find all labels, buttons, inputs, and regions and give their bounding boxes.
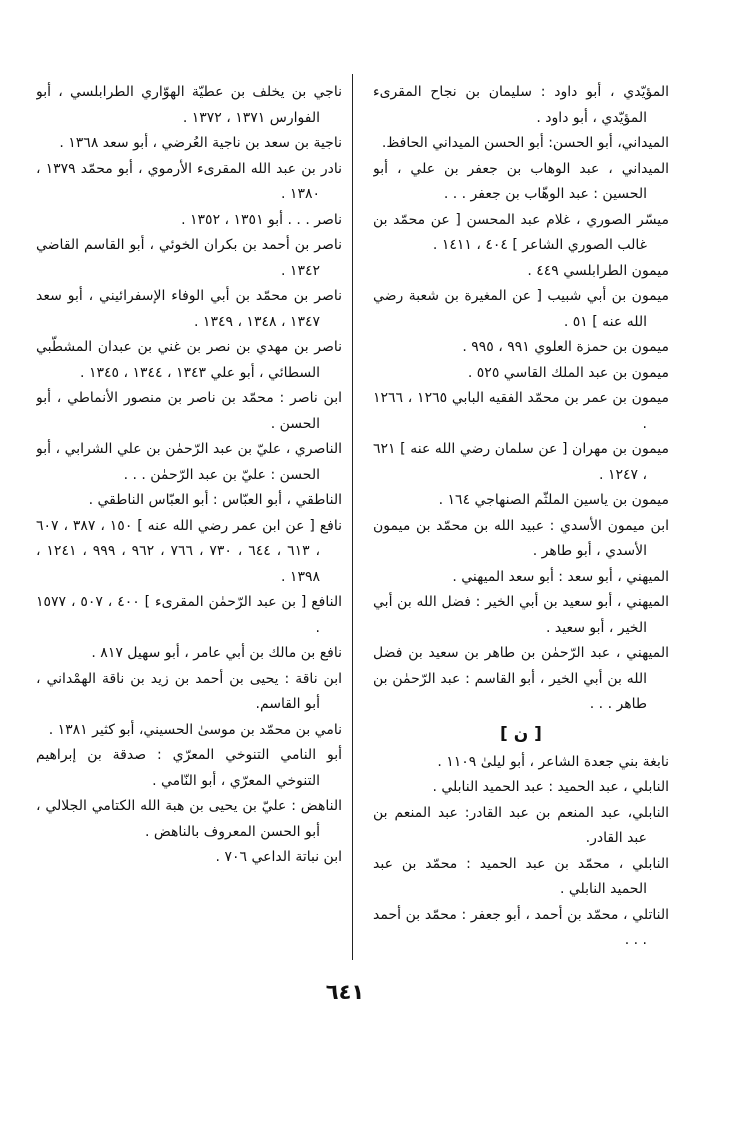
index-entry: ميمون بن ياسين الملثّم الصنهاجي ١٦٤ . [438,492,669,508]
index-entry: النابلي ، عبد الحميد : عبد الحميد النابلي . [432,779,669,795]
index-entry: نافع بن مالك بن أبي عامر ، أبو سهيل ٨١٧ . [91,645,342,661]
index-entry: ميمون بن عبد الملك القاسي ٥٢٥ . [467,364,669,381]
index-entry: ميسّر الصوري ، غلام عبد المحسن [ عن محمّد بن غالب الصوري الشاعر ] ٤٠٤ ، ١٤١١ . [373,211,669,253]
index-entry: ميمون بن حمزة العلوي ٩٩١ ، ٩٩٥ . [462,339,669,355]
index-entry: النابلي، عبد المنعم بن عبد القادر: عبد المنعم بن عبد القادر. [373,804,669,846]
index-entry: نادر بن عبد الله المقرىء الأرموي ، أبو محمّد ١٣٧٩ ، ١٣٨٠ . [36,160,342,202]
index-entry: ناصر بن أحمد بن بكران الخوئي ، أبو القاسم القاضي ١٣٤٢ . [36,237,342,279]
index-entry: أبو النامي التنوخي المعرّي : صدقة بن إبراهيم التنوخي المعرّي ، أبو النّامي . [36,747,342,789]
index-entry: نابغة بني جعدة الشاعر ، أبو ليلىٰ ١١٠٩ . [437,753,669,770]
index-entry: الناطقي ، أبو العبّاس : أبو العبّاس الناطقي . [88,492,342,508]
index-entry: ناصر بن محمّد بن أبي الوفاء الإسفرائيني ، أبو سعد ١٣٤٧ ، ١٣٤٨ ، ١٣٤٩ . [36,288,342,330]
index-entry: ميمون الطرابلسي ٤٤٩ . [527,262,669,279]
index-entry: نامي بن محمّد بن موسىٰ الحسيني، أبو كثير ١٣٨١ . [48,721,342,738]
index-entry: ناصر بن مهدي بن نصر بن غني بن عبدان المشطّبي السطائي ، أبو علي ١٣٤٣ ، ١٣٤٤ ، ١٣٤٥ . [36,339,342,381]
index-entry: المؤيّدي ، أبو داود : سليمان بن نجاح المقرىء المؤيّدي ، أبو داود . [373,84,669,126]
index-entry: الميهني ، أبو سعيد بن أبي الخير : فضل الله بن أبي الخير ، أبو سعيد . [373,594,669,636]
index-entry: ابن نباتة الداعي ٧٠٦ . [215,849,342,865]
index-entry: ناجية بن سعد بن ناجية العُرضي ، أبو سعد ١٣٦٨ . [59,135,342,151]
index-entry: ميمون بن مهران [ عن سلمان رضي الله عنه ] ٦٢١ ، ١٢٤٧ . [373,441,669,483]
index-entry: ناصر . . . أبو ١٣٥١ ، ١٣٥٢ . [181,211,342,228]
index-entry: ابن ناصر : محمّد بن ناصر بن منصور الأنماطي ، أبو الحسن . [36,390,342,432]
index-entry: ناجي بن يخلف بن عطيّة الهوّاري الطرابلسي ، أبو الفوارس ١٣٧١ ، ١٣٧٢ . [36,84,342,126]
index-entry: الميهني ، عبد الرّحمٰن بن طاهر بن سعيد بن فضل الله بن أبي الخير ، أبو القاسم : عبد الرّحمٰن بن طاهر . . . [373,645,669,712]
index-entry: الناتلي ، محمّد بن أحمد ، أبو جعفر : محمّد بن أحمد . . . [373,906,669,948]
index-entry: النابلي ، محمّد بن عبد الحميد : محمّد بن عبد الحميد النابلي . [373,855,669,897]
index-entry: ميمون بن عمر بن محمّد الفقيه البابي ١٢٦٥ ، ١٢٦٦ . [373,390,669,432]
index-entry: الميداني ، عبد الوهاب بن جعفر بن علي ، أبو الحسين : عبد الوهّاب بن جعفر . . . [373,160,669,202]
index-entry: الميداني، أبو الحسن: أبو الحسن الميداني الحافظ. [381,135,669,151]
index-entry: ابن ميمون الأسدي : عبيد الله بن محمّد بن ميمون الأسدي ، أبو طاهر . [373,517,669,559]
section-header-letter-nun: [ ن ] [500,723,542,744]
right-column [373,80,669,970]
index-entry: ابن ناقة : يحيى بن أحمد بن زيد بن ناقة الهمْداني ، أبو القاسم. [36,670,342,712]
page-number: ٦٤١ [325,980,365,1004]
index-entry: الناصري ، عليّ بن عبد الرّحمٰن بن علي الشرابي ، أبو الحسن : عليّ بن عبد الرّحمٰن . . . [36,441,342,483]
index-entry: الميهني ، أبو سعد : أبو سعد الميهني . [452,568,669,585]
index-entry: ميمون بن أبي شبيب [ عن المغيرة بن شعبة رضي الله عنه ] ٥١ . [373,288,669,330]
index-entry: نافع [ عن ابن عمر رضي الله عنه ] ١٥٠ ، ٣٨٧ ، ٦٠٧ ، ٦١٣ ، ٦٤٤ ، ٧٣٠ ، ٧٦٦ ، ٩٦٢ ، ٩٩٩ ، ١٢٤١ ، ١٣٩٨ . [36,517,342,585]
left-column [36,80,342,970]
index-entry: النافع [ بن عبد الرّحمٰن المقرىء ] ٤٠٠ ، ٥٠٧ ، ١٥٧٧ . [36,594,342,636]
column-divider [352,74,353,960]
index-entry: الناهض : عليّ بن يحيى بن هبة الله الكتامي الجلالي ، أبو الحسن المعروف بالناهض . [36,798,342,840]
